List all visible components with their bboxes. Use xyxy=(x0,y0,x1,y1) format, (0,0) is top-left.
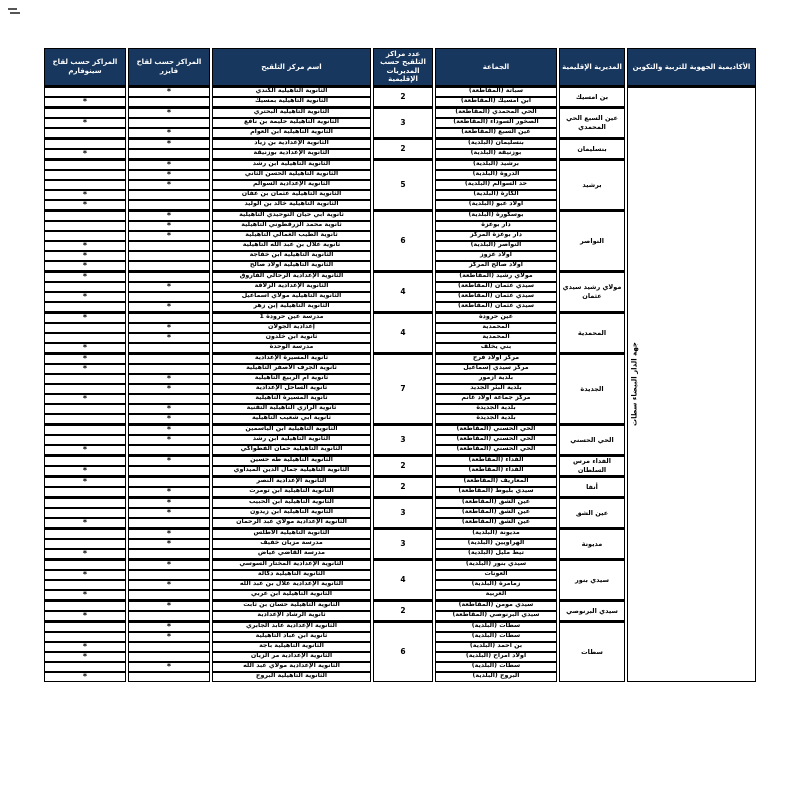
center-name-cell: الثانوية التأهيلية دكالة xyxy=(212,570,371,580)
directorate-cell: مولاي رشيد سيدي عثمان xyxy=(559,271,625,312)
directorate-cell: بنسليمان xyxy=(559,138,625,159)
directorate-cell: سطات xyxy=(559,621,625,682)
pfizer-mark-cell: * xyxy=(128,497,210,508)
pfizer-mark-cell xyxy=(128,292,210,302)
pfizer-mark-cell: * xyxy=(128,107,210,118)
commune-cell: عين الشق (المقاطعة) xyxy=(435,508,557,518)
commune-cell: اولاد عبو (البلدية) xyxy=(435,200,557,210)
count-cell: 4 xyxy=(373,312,433,353)
commune-cell: بوسكورة (البلدية) xyxy=(435,210,557,221)
sinopharm-mark-cell: * xyxy=(44,652,126,662)
center-name-cell: الثانوية الإعدادية السوالم xyxy=(212,180,371,190)
count-cell: 6 xyxy=(373,621,433,682)
center-name-cell: الثانوية الإعدادية بن زياد xyxy=(212,138,371,149)
commune-cell: عين الشق (المقاطعة) xyxy=(435,518,557,528)
sinopharm-mark-cell xyxy=(44,487,126,497)
commune-cell: زمامرة (البلدية) xyxy=(435,580,557,590)
pfizer-mark-cell: * xyxy=(128,302,210,312)
directorate-cell: المحمدية xyxy=(559,312,625,353)
sinopharm-mark-cell xyxy=(44,86,126,97)
commune-cell: بنسليمان (البلدية) xyxy=(435,138,557,149)
commune-cell: سطات (البلدية) xyxy=(435,632,557,642)
center-name-cell: ثانوية المسيرة التأهيلية xyxy=(212,394,371,404)
sinopharm-mark-cell xyxy=(44,128,126,138)
commune-cell: الفداء (المقاطعة) xyxy=(435,466,557,476)
academy-cell xyxy=(627,86,756,682)
center-name-cell: الثانوية التأهيلية ابن الياسمين xyxy=(212,424,371,435)
sinopharm-mark-cell xyxy=(44,632,126,642)
pfizer-mark-cell xyxy=(128,190,210,200)
center-name-cell: ثانوية علال بن عبد الله التأهيلية xyxy=(212,241,371,251)
count-cell: 4 xyxy=(373,271,433,312)
commune-cell: مركز جماعة اولاد غانم xyxy=(435,394,557,404)
pfizer-mark-cell: * xyxy=(128,424,210,435)
sinopharm-mark-cell: * xyxy=(44,549,126,559)
commune-cell: سيدي مومن (المقاطعة) xyxy=(435,600,557,611)
center-name-cell: الثانوية التأهيلية البحتري xyxy=(212,107,371,118)
commune-cell: الغربية xyxy=(435,590,557,600)
commune-cell: اولاد عزوز xyxy=(435,251,557,261)
center-name-cell: إعدادية الجولان xyxy=(212,323,371,333)
pfizer-mark-cell xyxy=(128,394,210,404)
commune-cell: سيدي عثمان (المقاطعة) xyxy=(435,302,557,312)
center-name-cell: ثانوية ابي حيان التوحيدي التأهيلية xyxy=(212,210,371,221)
center-name-cell: الثانوية الإعدادية المختار السوسي xyxy=(212,559,371,570)
sinopharm-mark-cell: * xyxy=(44,518,126,528)
pfizer-mark-cell xyxy=(128,476,210,487)
center-name-cell: ثانوية الرشاد الإعدادية xyxy=(212,611,371,621)
sinopharm-mark-cell: * xyxy=(44,251,126,261)
pfizer-mark-cell: * xyxy=(128,662,210,672)
pfizer-mark-cell xyxy=(128,611,210,621)
center-name-cell: الثانوية التأهيلية البروج xyxy=(212,672,371,682)
count-cell: 3 xyxy=(373,424,433,455)
directorate-cell: سيدي البرنوصي xyxy=(559,600,625,621)
center-name-cell: الثانوية الإعدادية مولاي عبد الله xyxy=(212,662,371,672)
sinopharm-mark-cell: * xyxy=(44,200,126,210)
pfizer-mark-cell xyxy=(128,672,210,682)
center-name-cell: الثانوية الإعدادية الزلاقة xyxy=(212,282,371,292)
commune-cell: سيدي البرنوصي (المقاطعة) xyxy=(435,611,557,621)
sinopharm-mark-cell xyxy=(44,528,126,539)
sinopharm-mark-cell xyxy=(44,231,126,241)
count-cell: 2 xyxy=(373,476,433,497)
center-name-cell: الثانوية الإعدادية علال بن عبد الله xyxy=(212,580,371,590)
pfizer-mark-cell xyxy=(128,642,210,652)
pfizer-mark-cell: * xyxy=(128,159,210,170)
directorate-cell: مديونة xyxy=(559,528,625,559)
center-name-cell: الثانوية التأهيلية بمسيك xyxy=(212,97,371,107)
pfizer-mark-cell: * xyxy=(128,508,210,518)
commune-cell: الحي المحمدي (المقاطعة) xyxy=(435,107,557,118)
commune-cell: دار بوعزة xyxy=(435,221,557,231)
commune-cell: تيط مليل (البلدية) xyxy=(435,549,557,559)
sinopharm-mark-cell: * xyxy=(44,611,126,621)
pfizer-mark-cell: * xyxy=(128,621,210,632)
sinopharm-mark-cell: * xyxy=(44,149,126,159)
pfizer-mark-cell xyxy=(128,118,210,128)
commune-cell: ابن امسيك (المقاطعة) xyxy=(435,97,557,107)
commune-cell: حد السوالم (البلدية) xyxy=(435,180,557,190)
commune-cell: الحي الحسني (المقاطعة) xyxy=(435,435,557,445)
sinopharm-mark-cell: * xyxy=(44,241,126,251)
center-name-cell: الثانوية التأهيلية ابن خفاجة xyxy=(212,251,371,261)
pfizer-mark-cell: * xyxy=(128,210,210,221)
directorate-cell: أنفا xyxy=(559,476,625,497)
directorate-cell: الحي الحسني xyxy=(559,424,625,455)
pfizer-mark-cell: * xyxy=(128,632,210,642)
pfizer-mark-cell: * xyxy=(128,86,210,97)
center-name-cell: الثانوية التأهيلية ابن زيدون xyxy=(212,508,371,518)
commune-cell: مركز سيدي إسماعيل xyxy=(435,364,557,374)
sinopharm-mark-cell xyxy=(44,302,126,312)
directorate-cell: عين الشق xyxy=(559,497,625,528)
sinopharm-mark-cell xyxy=(44,404,126,414)
pfizer-mark-cell xyxy=(128,549,210,559)
sinopharm-mark-cell xyxy=(44,210,126,221)
sinopharm-mark-cell: * xyxy=(44,445,126,455)
academy-region-label: جهة الدار البيضاء سطات xyxy=(630,342,639,427)
commune-cell: سباتة (المقاطعة) xyxy=(435,86,557,97)
vaccination-centers-table xyxy=(42,48,758,682)
commune-cell: بلدية أزمور xyxy=(435,374,557,384)
header-academy: الأكاديمية الجهوية للتربية والتكوين xyxy=(627,48,756,86)
sinopharm-mark-cell: * xyxy=(44,466,126,476)
sinopharm-mark-cell: * xyxy=(44,271,126,282)
commune-cell: سطات (البلدية) xyxy=(435,621,557,632)
center-name-cell: الثانوية التأهيلية الحسن الثاني xyxy=(212,170,371,180)
center-name-cell: الثانوية التأهيلية حليمة بن نافع xyxy=(212,118,371,128)
sinopharm-mark-cell xyxy=(44,107,126,118)
sinopharm-mark-cell xyxy=(44,497,126,508)
center-name-cell: الثانوية التأهيلية مولاي اسماعيل xyxy=(212,292,371,302)
center-name-cell: الثانوية التأهيلية ابن رشد xyxy=(212,159,371,170)
center-name-cell: الثانوية التأهيلية اولاد صالح xyxy=(212,261,371,271)
sinopharm-mark-cell xyxy=(44,384,126,394)
sinopharm-mark-cell: * xyxy=(44,394,126,404)
commune-cell: الصخور السوداء (المقاطعة) xyxy=(435,118,557,128)
commune-cell: بني يخلف xyxy=(435,343,557,353)
sinopharm-mark-cell xyxy=(44,221,126,231)
commune-cell: عين حرودة xyxy=(435,312,557,323)
center-name-cell: الثانوية التأهيلية عثمان بن عفان xyxy=(212,190,371,200)
header-commune: الجماعة xyxy=(435,48,557,86)
pfizer-mark-cell: * xyxy=(128,323,210,333)
sinopharm-mark-cell: * xyxy=(44,590,126,600)
sinopharm-mark-cell: * xyxy=(44,343,126,353)
pfizer-mark-cell: * xyxy=(128,138,210,149)
pfizer-mark-cell: * xyxy=(128,600,210,611)
pfizer-mark-cell: * xyxy=(128,374,210,384)
sinopharm-mark-cell xyxy=(44,170,126,180)
pfizer-mark-cell xyxy=(128,251,210,261)
commune-cell: المحمدية xyxy=(435,323,557,333)
sinopharm-mark-cell: * xyxy=(44,570,126,580)
directorate-cell: النواصر xyxy=(559,210,625,271)
corner-artifact xyxy=(8,7,21,16)
pfizer-mark-cell: * xyxy=(128,455,210,466)
header-row xyxy=(44,48,756,86)
sinopharm-mark-cell xyxy=(44,374,126,384)
center-name-cell: الثانوية التأهيلية حمان الفطواكي xyxy=(212,445,371,455)
pfizer-mark-cell: * xyxy=(128,231,210,241)
commune-cell: الحي الحسني (المقاطعة) xyxy=(435,424,557,435)
sinopharm-mark-cell xyxy=(44,455,126,466)
directorate-cell: بن امسيك xyxy=(559,86,625,107)
count-cell: 6 xyxy=(373,210,433,271)
pfizer-mark-cell xyxy=(128,364,210,374)
pfizer-mark-cell xyxy=(128,518,210,528)
header-sinopharm: المراكز حسب لقاح سينوفارم xyxy=(44,48,126,86)
pfizer-mark-cell: * xyxy=(128,404,210,414)
center-name-cell: الثانوية التأهيلية ابن العوام xyxy=(212,128,371,138)
sinopharm-mark-cell: * xyxy=(44,672,126,682)
commune-cell: بلدية الجديدة xyxy=(435,404,557,414)
commune-cell: العونات xyxy=(435,570,557,580)
count-cell: 7 xyxy=(373,353,433,424)
center-name-cell: الثانوية التأهيلية الأطلس xyxy=(212,528,371,539)
sinopharm-mark-cell xyxy=(44,662,126,672)
center-name-cell: الثانوية الإعدادية النصر xyxy=(212,476,371,487)
sinopharm-mark-cell xyxy=(44,424,126,435)
sinopharm-mark-cell: * xyxy=(44,261,126,271)
count-cell: 2 xyxy=(373,138,433,159)
center-name-cell: الثانوية التأهيلية جمال الدين الميداوي xyxy=(212,466,371,476)
commune-cell: مولاي رشيد (المقاطعة) xyxy=(435,271,557,282)
count-cell: 3 xyxy=(373,528,433,559)
pfizer-mark-cell: * xyxy=(128,128,210,138)
sinopharm-mark-cell xyxy=(44,138,126,149)
commune-cell: الدروة (البلدية) xyxy=(435,170,557,180)
directorate-cell: الفداء مرس السلطان xyxy=(559,455,625,476)
center-name-cell: مدرسة مزيان خفيف xyxy=(212,539,371,549)
sinopharm-mark-cell: * xyxy=(44,364,126,374)
pfizer-mark-cell: * xyxy=(128,282,210,292)
center-name-cell: الثانوية التأهيلية خالد بن الوليد xyxy=(212,200,371,210)
pfizer-mark-cell: * xyxy=(128,435,210,445)
sinopharm-mark-cell: * xyxy=(44,292,126,302)
commune-cell: سيدي بنور (البلدية) xyxy=(435,559,557,570)
header-center-name: اسم مركز التلقيح xyxy=(212,48,371,86)
center-name-cell: ثانوية المسيرة الإعدادية xyxy=(212,353,371,364)
commune-cell: عين الشق (المقاطعة) xyxy=(435,497,557,508)
sinopharm-mark-cell xyxy=(44,414,126,424)
commune-cell: برشيد (البلدية) xyxy=(435,159,557,170)
commune-cell: مديونة (البلدية) xyxy=(435,528,557,539)
sinopharm-mark-cell: * xyxy=(44,312,126,323)
pfizer-mark-cell: * xyxy=(128,170,210,180)
pfizer-mark-cell: * xyxy=(128,559,210,570)
center-name-cell: ثانوية الرازي التأهيلية التقنية xyxy=(212,404,371,414)
pfizer-mark-cell xyxy=(128,343,210,353)
center-name-cell: الثانوية الإعدادية الرحالي الفاروق xyxy=(212,271,371,282)
sinopharm-mark-cell: * xyxy=(44,97,126,107)
commune-cell: بن أحمد (البلدية) xyxy=(435,642,557,652)
sinopharm-mark-cell xyxy=(44,180,126,190)
sinopharm-mark-cell: * xyxy=(44,476,126,487)
commune-cell: بلدية الجديدة xyxy=(435,414,557,424)
commune-cell: بلدية البئر الجديد xyxy=(435,384,557,394)
count-cell: 4 xyxy=(373,559,433,600)
pfizer-mark-cell xyxy=(128,466,210,476)
commune-cell: المعاريف (المقاطعة) xyxy=(435,476,557,487)
commune-cell: النواصر (البلدية) xyxy=(435,241,557,251)
pfizer-mark-cell: * xyxy=(128,384,210,394)
pfizer-mark-cell xyxy=(128,652,210,662)
commune-cell: سيدي عثمان (المقاطعة) xyxy=(435,292,557,302)
sinopharm-mark-cell xyxy=(44,333,126,343)
count-cell: 3 xyxy=(373,497,433,528)
center-name-cell: الثانوية التأهيلية حسان بن ثابت xyxy=(212,600,371,611)
center-name-cell: ثانوية الساحل الإعدادية xyxy=(212,384,371,394)
sinopharm-mark-cell xyxy=(44,435,126,445)
pfizer-mark-cell xyxy=(128,590,210,600)
directorate-cell: برشيد xyxy=(559,159,625,210)
center-name-cell: ثانوية ابن عباد التأهيلية xyxy=(212,632,371,642)
count-cell: 3 xyxy=(373,107,433,138)
commune-cell: اولاد امراح (البلدية) xyxy=(435,652,557,662)
commune-cell: المحمدية xyxy=(435,333,557,343)
center-name-cell: ثانوية ابي شعيب التأهيلية xyxy=(212,414,371,424)
pfizer-mark-cell xyxy=(128,241,210,251)
commune-cell: دار بوعزة المركز xyxy=(435,231,557,241)
sinopharm-mark-cell xyxy=(44,559,126,570)
center-name-cell: الثانوية التأهيلية باجة xyxy=(212,642,371,652)
commune-cell: الفداء (المقاطعة) xyxy=(435,455,557,466)
sinopharm-mark-cell xyxy=(44,508,126,518)
pfizer-mark-cell xyxy=(128,271,210,282)
sinopharm-mark-cell xyxy=(44,323,126,333)
center-name-cell: مدرسة الوحدة xyxy=(212,343,371,353)
sinopharm-mark-cell xyxy=(44,621,126,632)
sinopharm-mark-cell: * xyxy=(44,190,126,200)
sinopharm-mark-cell xyxy=(44,580,126,590)
pfizer-mark-cell: * xyxy=(128,539,210,549)
center-name-cell: الثانوية التأهيلية الكندي xyxy=(212,86,371,97)
pfizer-mark-cell: * xyxy=(128,580,210,590)
header-pfizer: المراكز حسب لقاح فايزر xyxy=(128,48,210,86)
center-name-cell: مدرسة القاضي عياض xyxy=(212,549,371,559)
center-name-cell: ثانوية محمد الزرقطوني التأهيلية xyxy=(212,221,371,231)
pfizer-mark-cell xyxy=(128,261,210,271)
pfizer-mark-cell: * xyxy=(128,487,210,497)
table-body xyxy=(44,86,756,682)
center-name-cell: الثانوية الإعدادية مر الزيان xyxy=(212,652,371,662)
pfizer-mark-cell xyxy=(128,149,210,159)
center-name-cell: ثانوية الطيب الغمالي التأهيلية xyxy=(212,231,371,241)
pfizer-mark-cell xyxy=(128,445,210,455)
pfizer-mark-cell xyxy=(128,97,210,107)
center-name-cell: الثانوية الإعدادية بوزنيقة xyxy=(212,149,371,159)
commune-cell: سيدي عثمان (المقاطعة) xyxy=(435,282,557,292)
table-row xyxy=(44,86,756,97)
center-name-cell: ثانوية الجرف الأصفر التأهيلية xyxy=(212,364,371,374)
center-name-cell: الثانوية الإعدادية عابد الجابري xyxy=(212,621,371,632)
center-name-cell: ثانوية ام الربيع التأهيلية xyxy=(212,374,371,384)
center-name-cell: مدرسة عين حرودة 1 xyxy=(212,312,371,323)
sinopharm-mark-cell xyxy=(44,600,126,611)
pfizer-mark-cell: * xyxy=(128,180,210,190)
pfizer-mark-cell xyxy=(128,353,210,364)
center-name-cell: الثانوية التأهيلية ابن الحبيب xyxy=(212,497,371,508)
sinopharm-mark-cell: * xyxy=(44,642,126,652)
count-cell: 2 xyxy=(373,455,433,476)
count-cell: 2 xyxy=(373,600,433,621)
center-name-cell: الثانوية التأهيلية إبن زهر xyxy=(212,302,371,312)
pfizer-mark-cell: * xyxy=(128,221,210,231)
pfizer-mark-cell xyxy=(128,312,210,323)
center-name-cell: الثانوية التأهيلية ابن رشد xyxy=(212,435,371,445)
directorate-cell: عين السبع الحي المحمدي xyxy=(559,107,625,138)
commune-cell: الهراويين (البلدية) xyxy=(435,539,557,549)
pfizer-mark-cell: * xyxy=(128,528,210,539)
center-name-cell: الثانوية الإعدادية مولاي عبد الرحمان xyxy=(212,518,371,528)
pfizer-mark-cell: * xyxy=(128,414,210,424)
sinopharm-mark-cell: * xyxy=(44,118,126,128)
commune-cell: سطات (البلدية) xyxy=(435,662,557,672)
header-directorate: المديرية الإقليمية xyxy=(559,48,625,86)
commune-cell: اولاد صالح المركز xyxy=(435,261,557,271)
center-name-cell: ثانوية ابن خلدون xyxy=(212,333,371,343)
directorate-cell: سيدي بنور xyxy=(559,559,625,600)
sinopharm-mark-cell: * xyxy=(44,353,126,364)
directorate-cell: الجديدة xyxy=(559,353,625,424)
center-name-cell: الثانوية التأهيلية ابن تومرت xyxy=(212,487,371,497)
commune-cell: سيدي بليوط (المقاطعة) xyxy=(435,487,557,497)
commune-cell: الحي الحسني (المقاطعة) xyxy=(435,445,557,455)
center-name-cell: الثانوية التأهيلية طه حسين xyxy=(212,455,371,466)
count-cell: 2 xyxy=(373,86,433,107)
sinopharm-mark-cell xyxy=(44,539,126,549)
center-name-cell: الثانوية التأهيلية ابن عربي xyxy=(212,590,371,600)
commune-cell: البروج (البلدية) xyxy=(435,672,557,682)
sinopharm-mark-cell xyxy=(44,282,126,292)
pfizer-mark-cell xyxy=(128,570,210,580)
commune-cell: الكارة (البلدية) xyxy=(435,190,557,200)
pfizer-mark-cell xyxy=(128,200,210,210)
commune-cell: بوزنيقة (البلدية) xyxy=(435,149,557,159)
pfizer-mark-cell: * xyxy=(128,333,210,343)
count-cell: 5 xyxy=(373,159,433,210)
header-count: عدد مراكز التلقيح حسب المديريات الإقليمية xyxy=(373,48,433,86)
commune-cell: عين السبع (المقاطعة) xyxy=(435,128,557,138)
sinopharm-mark-cell xyxy=(44,159,126,170)
commune-cell: مركز اولاد فرج xyxy=(435,353,557,364)
